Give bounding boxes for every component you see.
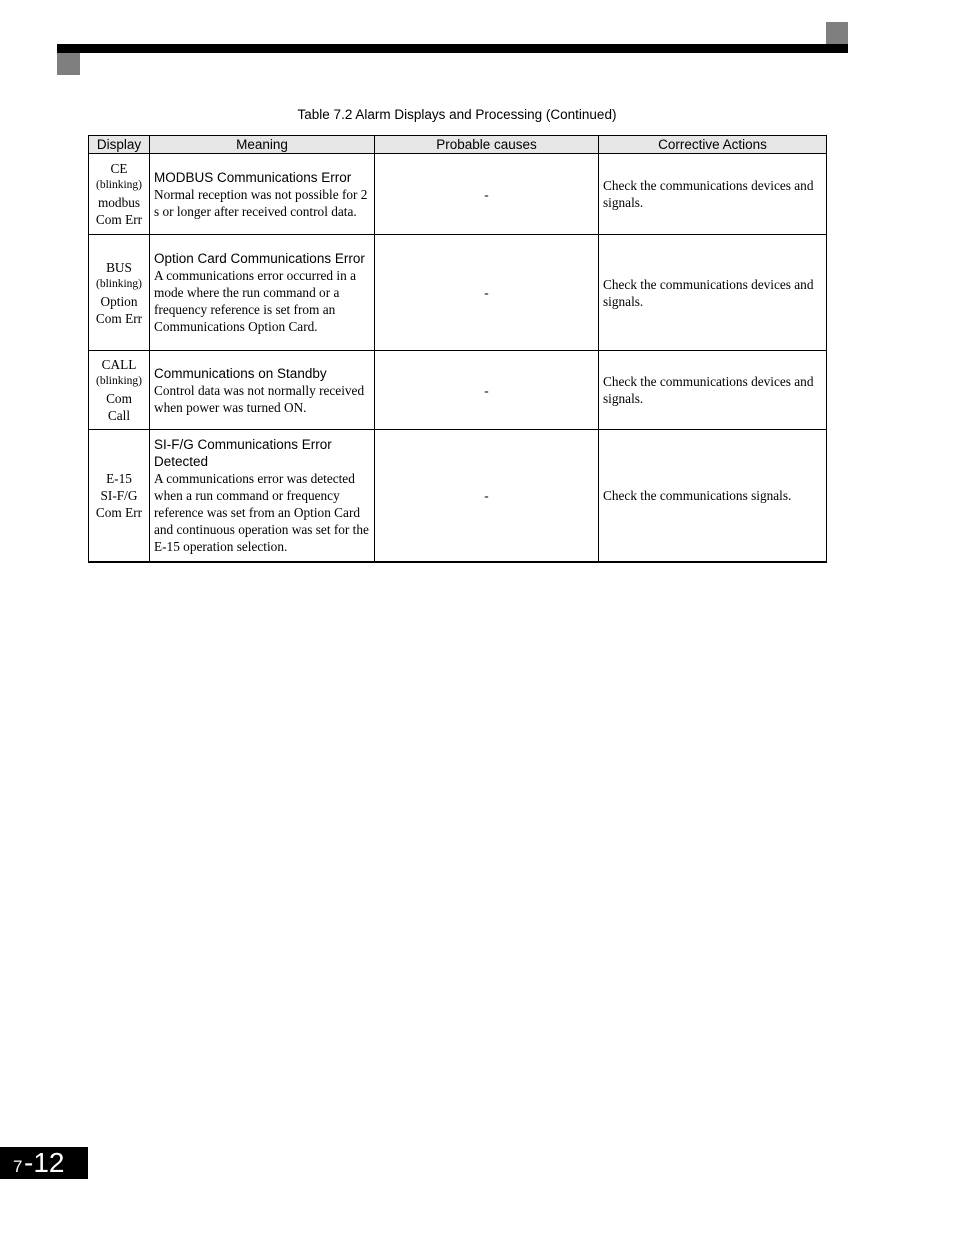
causes-cell: - bbox=[375, 235, 599, 351]
page-number-tab bbox=[0, 1147, 88, 1179]
actions-cell: Check the communications devices and signals. bbox=[599, 351, 827, 430]
meaning-cell: MODBUS Communications Error Normal reception was not possible for 2 s or longer after received control data. bbox=[150, 154, 375, 235]
table-caption: Table 7.2 Alarm Displays and Processing (Continued) bbox=[297, 107, 617, 122]
alarm-table bbox=[88, 135, 827, 563]
column-header-actions: Corrective Actions bbox=[599, 136, 827, 154]
table-header-row bbox=[89, 136, 827, 154]
display-cell: CE (blinking) modbus Com Err bbox=[89, 154, 150, 235]
actions-cell: Check the communications devices and signals. bbox=[599, 154, 827, 235]
chapter-number: 7 bbox=[13, 1157, 23, 1176]
column-header-meaning: Meaning bbox=[150, 136, 375, 154]
meaning-cell: Communications on Standby Control data was not normally received when power was turned ON. bbox=[150, 351, 375, 430]
causes-cell: - bbox=[375, 351, 599, 430]
table-row bbox=[89, 235, 827, 351]
table-row bbox=[89, 351, 827, 430]
table-row bbox=[89, 430, 827, 562]
meaning-cell: SI-F/G Communications Error Detected A communications error was detected when a run command or frequency reference was set from an Option Card and continuous operation was set for the E-15 operation selection. bbox=[150, 430, 375, 562]
display-cell: BUS (blinking) Option Com Err bbox=[89, 235, 150, 351]
header-corner-block bbox=[826, 22, 848, 44]
table-row bbox=[89, 154, 827, 235]
causes-cell: - bbox=[375, 430, 599, 562]
display-cell: CALL (blinking) Com Call bbox=[89, 351, 150, 430]
causes-cell: - bbox=[375, 154, 599, 235]
display-cell: E-15 SI-F/G Com Err bbox=[89, 430, 150, 562]
page-number: -12 bbox=[24, 1147, 65, 1178]
column-header-causes: Probable causes bbox=[375, 136, 599, 154]
header-bar bbox=[57, 44, 848, 53]
meaning-cell: Option Card Communications Error A communications error occurred in a mode where the run command or a frequency reference is set from an Communications Option Card. bbox=[150, 235, 375, 351]
column-header-display: Display bbox=[89, 136, 150, 154]
actions-cell: Check the communications signals. bbox=[599, 430, 827, 562]
header-left-block bbox=[57, 53, 80, 75]
actions-cell: Check the communications devices and signals. bbox=[599, 235, 827, 351]
